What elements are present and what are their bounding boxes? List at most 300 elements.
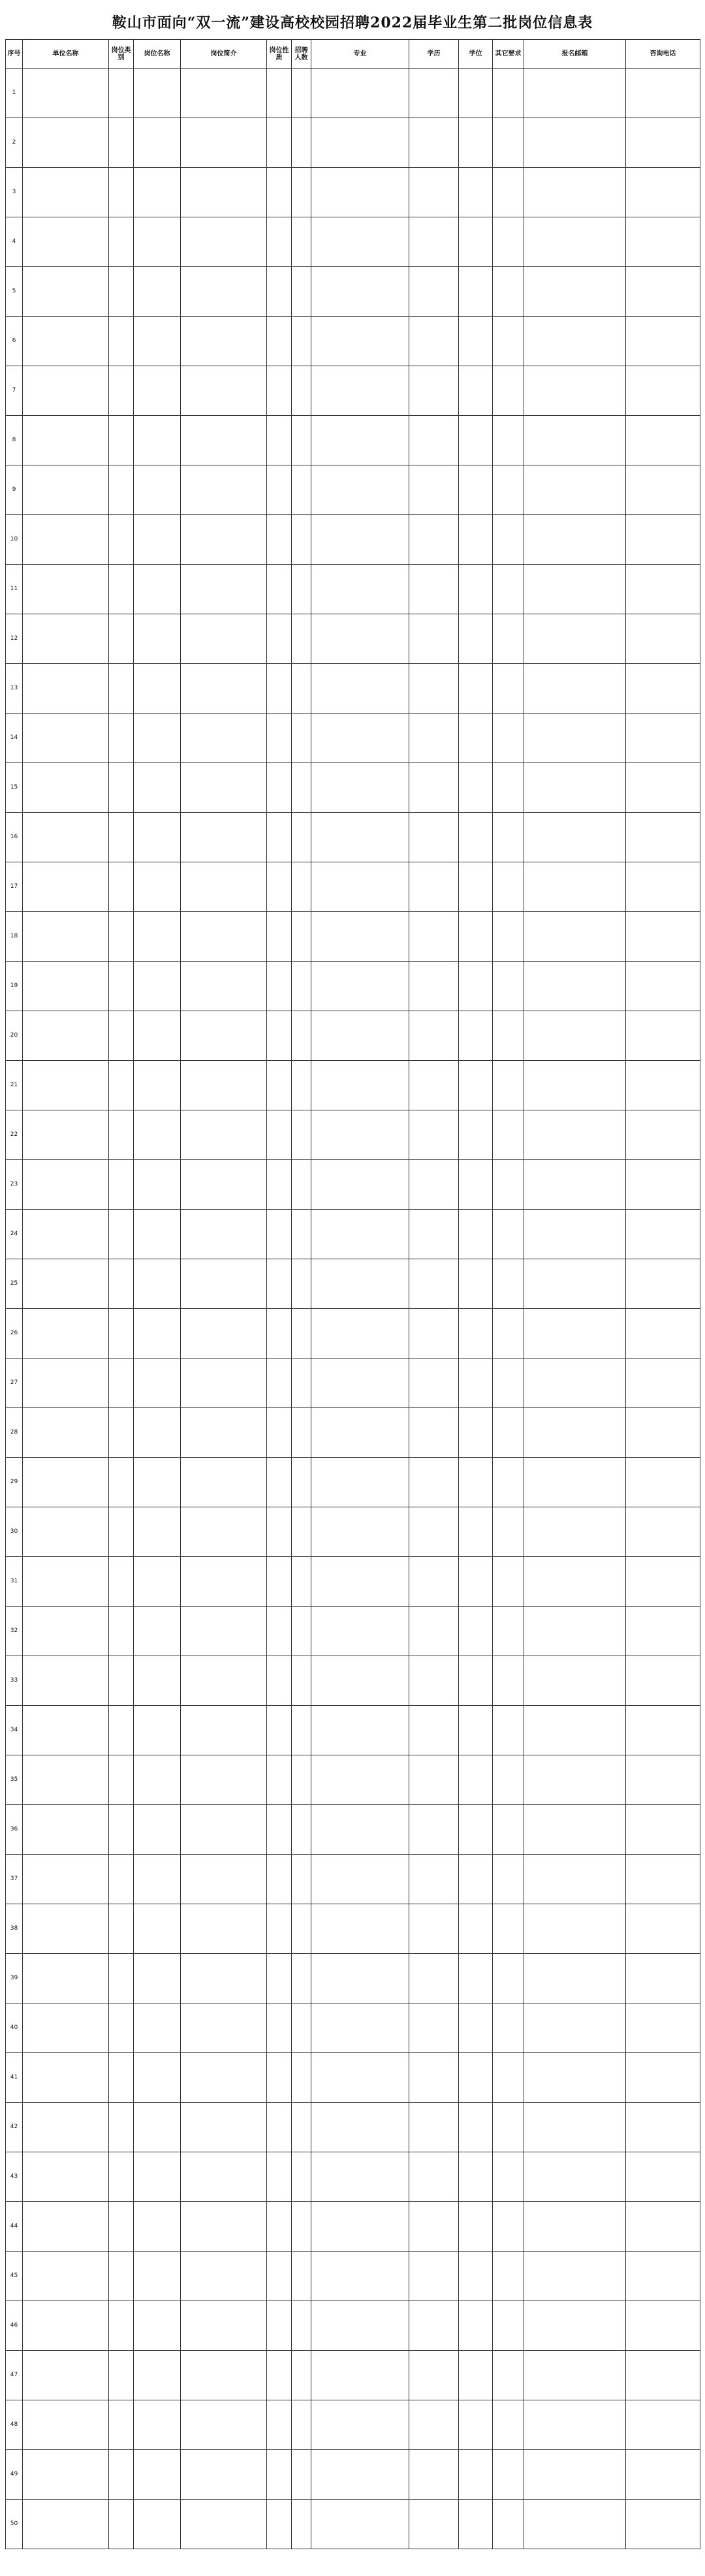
cell-email[interactable]	[524, 366, 626, 416]
cell-email[interactable]	[524, 1855, 626, 1904]
cell-position	[134, 2400, 181, 2450]
cell-email[interactable]	[524, 2053, 626, 2103]
cell-nature	[267, 2152, 292, 2202]
cell-no: 11	[6, 565, 23, 614]
cell-email[interactable]	[524, 1954, 626, 2003]
cell-education	[409, 1557, 459, 1607]
cell-position	[134, 267, 181, 317]
cell-category	[109, 1160, 134, 1210]
cell-major	[311, 862, 409, 912]
cell-education	[409, 267, 459, 317]
cell-category	[109, 1954, 134, 2003]
cell-other	[493, 1309, 524, 1359]
cell-description	[181, 1557, 267, 1607]
cell-position	[134, 1309, 181, 1359]
cell-other	[493, 2252, 524, 2301]
cell-position	[134, 2152, 181, 2202]
cell-nature	[267, 664, 292, 714]
cell-unit	[23, 217, 109, 267]
cell-no: 15	[6, 763, 23, 813]
cell-other	[493, 2103, 524, 2152]
cell-no: 48	[6, 2400, 23, 2450]
cell-category	[109, 168, 134, 217]
cell-major	[311, 1904, 409, 1954]
cell-other	[493, 1855, 524, 1904]
cell-unit	[23, 912, 109, 962]
cell-degree	[459, 912, 493, 962]
cell-nature	[267, 217, 292, 267]
cell-other	[493, 217, 524, 267]
cell-email[interactable]	[524, 1160, 626, 1210]
cell-education	[409, 962, 459, 1011]
cell-category	[109, 2400, 134, 2450]
cell-description	[181, 267, 267, 317]
cell-description	[181, 1408, 267, 1458]
table-body	[6, 69, 700, 2549]
cell-major	[311, 317, 409, 366]
cell-major	[311, 2252, 409, 2301]
cell-count	[292, 1309, 311, 1359]
cell-unit	[23, 2301, 109, 2351]
table-row	[6, 962, 700, 1011]
cell-no: 45	[6, 2252, 23, 2301]
cell-category	[109, 1408, 134, 1458]
cell-no: 36	[6, 1805, 23, 1855]
cell-no: 13	[6, 664, 23, 714]
cell-degree	[459, 1458, 493, 1507]
header-cell: 岗位简介	[181, 40, 267, 69]
cell-degree	[459, 614, 493, 664]
cell-phone	[626, 1110, 700, 1160]
cell-position	[134, 2450, 181, 2500]
cell-no: 23	[6, 1160, 23, 1210]
cell-nature	[267, 317, 292, 366]
cell-unit	[23, 1607, 109, 1656]
cell-email[interactable]	[524, 69, 626, 118]
header-cell: 咨询电话	[626, 40, 700, 69]
cell-degree	[459, 2003, 493, 2053]
cell-nature	[267, 2351, 292, 2400]
cell-major	[311, 1110, 409, 1160]
cell-education	[409, 2103, 459, 2152]
cell-description	[181, 1309, 267, 1359]
cell-category	[109, 2301, 134, 2351]
cell-category	[109, 565, 134, 614]
cell-major	[311, 2103, 409, 2152]
cell-unit	[23, 69, 109, 118]
cell-email[interactable]	[524, 1309, 626, 1359]
table-row	[6, 1755, 700, 1805]
cell-degree	[459, 1805, 493, 1855]
cell-phone	[626, 763, 700, 813]
cell-degree	[459, 2202, 493, 2252]
cell-email[interactable]	[524, 763, 626, 813]
cell-no: 10	[6, 515, 23, 565]
cell-no: 34	[6, 1706, 23, 1755]
cell-major	[311, 1557, 409, 1607]
cell-no: 47	[6, 2351, 23, 2400]
table-row	[6, 763, 700, 813]
cell-other	[493, 1557, 524, 1607]
cell-email[interactable]	[524, 1061, 626, 1110]
cell-major	[311, 664, 409, 714]
cell-education	[409, 1855, 459, 1904]
cell-unit	[23, 2500, 109, 2549]
cell-other	[493, 118, 524, 168]
cell-email[interactable]	[524, 1507, 626, 1557]
header-cell: 其它要求	[493, 40, 524, 69]
cell-phone	[626, 168, 700, 217]
table-row	[6, 366, 700, 416]
cell-email[interactable]	[524, 2450, 626, 2500]
cell-nature	[267, 1011, 292, 1061]
cell-category	[109, 1359, 134, 1408]
cell-email[interactable]	[524, 1259, 626, 1309]
cell-nature	[267, 1607, 292, 1656]
cell-no: 14	[6, 714, 23, 763]
cell-education	[409, 2301, 459, 2351]
cell-unit	[23, 2003, 109, 2053]
cell-no: 7	[6, 366, 23, 416]
cell-unit	[23, 1408, 109, 1458]
cell-email[interactable]	[524, 2103, 626, 2152]
cell-email[interactable]	[524, 217, 626, 267]
cell-email[interactable]	[524, 2003, 626, 2053]
cell-email[interactable]	[524, 416, 626, 465]
cell-email[interactable]	[524, 664, 626, 714]
cell-category	[109, 2152, 134, 2202]
cell-no: 32	[6, 1607, 23, 1656]
cell-degree	[459, 1061, 493, 1110]
cell-position	[134, 1458, 181, 1507]
cell-no: 1	[6, 69, 23, 118]
cell-description	[181, 664, 267, 714]
cell-phone	[626, 465, 700, 515]
cell-degree	[459, 1557, 493, 1607]
cell-phone	[626, 2301, 700, 2351]
cell-degree	[459, 1706, 493, 1755]
cell-email[interactable]	[524, 2301, 626, 2351]
cell-count	[292, 912, 311, 962]
cell-description	[181, 962, 267, 1011]
cell-nature	[267, 1458, 292, 1507]
cell-category	[109, 2202, 134, 2252]
cell-email[interactable]	[524, 1359, 626, 1408]
cell-phone	[626, 2252, 700, 2301]
cell-degree	[459, 862, 493, 912]
cell-email[interactable]	[524, 1656, 626, 1706]
cell-other	[493, 2003, 524, 2053]
cell-position	[134, 1706, 181, 1755]
header-cell: 岗位名称	[134, 40, 181, 69]
cell-email[interactable]	[524, 1607, 626, 1656]
cell-description	[181, 366, 267, 416]
cell-no: 29	[6, 1458, 23, 1507]
cell-email[interactable]	[524, 1458, 626, 1507]
cell-degree	[459, 416, 493, 465]
table-row	[6, 862, 700, 912]
cell-phone	[626, 69, 700, 118]
cell-email[interactable]	[524, 813, 626, 862]
cell-category	[109, 465, 134, 515]
cell-email[interactable]	[524, 714, 626, 763]
cell-email[interactable]	[524, 2202, 626, 2252]
cell-unit	[23, 862, 109, 912]
table-row	[6, 2252, 700, 2301]
cell-phone	[626, 1656, 700, 1706]
cell-nature	[267, 2003, 292, 2053]
cell-email[interactable]	[524, 2152, 626, 2202]
cell-degree	[459, 1359, 493, 1408]
cell-email[interactable]	[524, 1110, 626, 1160]
cell-email[interactable]	[524, 2400, 626, 2450]
cell-degree	[459, 962, 493, 1011]
cell-count	[292, 1656, 311, 1706]
cell-education	[409, 862, 459, 912]
cell-email[interactable]	[524, 267, 626, 317]
cell-description	[181, 912, 267, 962]
cell-position	[134, 2252, 181, 2301]
cell-major	[311, 2450, 409, 2500]
cell-phone	[626, 1259, 700, 1309]
cell-other	[493, 2400, 524, 2450]
cell-email[interactable]	[524, 1706, 626, 1755]
cell-no: 38	[6, 1904, 23, 1954]
cell-no: 37	[6, 1855, 23, 1904]
cell-email[interactable]	[524, 515, 626, 565]
cell-nature	[267, 614, 292, 664]
cell-degree	[459, 2400, 493, 2450]
cell-unit	[23, 1755, 109, 1805]
cell-other	[493, 2450, 524, 2500]
cell-email[interactable]	[524, 1755, 626, 1805]
cell-email[interactable]	[524, 2252, 626, 2301]
cell-nature	[267, 2400, 292, 2450]
cell-phone	[626, 267, 700, 317]
cell-email[interactable]	[524, 1904, 626, 1954]
cell-no: 6	[6, 317, 23, 366]
cell-email[interactable]	[524, 465, 626, 515]
cell-phone	[626, 2450, 700, 2500]
cell-description	[181, 168, 267, 217]
cell-major	[311, 1954, 409, 2003]
cell-position	[134, 69, 181, 118]
cell-description	[181, 217, 267, 267]
cell-no: 24	[6, 1210, 23, 1259]
cell-degree	[459, 1607, 493, 1656]
table-row	[6, 2500, 700, 2549]
cell-unit	[23, 1110, 109, 1160]
cell-no: 35	[6, 1755, 23, 1805]
cell-other	[493, 366, 524, 416]
cell-other	[493, 1607, 524, 1656]
cell-category	[109, 1805, 134, 1855]
cell-description	[181, 1706, 267, 1755]
cell-position	[134, 1607, 181, 1656]
cell-phone	[626, 2400, 700, 2450]
cell-category	[109, 912, 134, 962]
cell-description	[181, 515, 267, 565]
header-cell: 单位名称	[23, 40, 109, 69]
cell-major	[311, 962, 409, 1011]
cell-description	[181, 2152, 267, 2202]
cell-category	[109, 416, 134, 465]
cell-other	[493, 2053, 524, 2103]
cell-education	[409, 69, 459, 118]
cell-education	[409, 813, 459, 862]
cell-no: 42	[6, 2103, 23, 2152]
table-row	[6, 168, 700, 217]
cell-position	[134, 515, 181, 565]
cell-nature	[267, 2103, 292, 2152]
cell-degree	[459, 1160, 493, 1210]
cell-count	[292, 515, 311, 565]
cell-position	[134, 1011, 181, 1061]
cell-email[interactable]	[524, 1011, 626, 1061]
cell-unit	[23, 366, 109, 416]
cell-email[interactable]	[524, 862, 626, 912]
cell-other	[493, 1160, 524, 1210]
cell-education	[409, 565, 459, 614]
cell-email[interactable]	[524, 317, 626, 366]
cell-description	[181, 2003, 267, 2053]
cell-phone	[626, 2351, 700, 2400]
cell-position	[134, 2202, 181, 2252]
cell-email[interactable]	[524, 168, 626, 217]
cell-major	[311, 118, 409, 168]
cell-email[interactable]	[524, 1557, 626, 1607]
table-row	[6, 1160, 700, 1210]
cell-education	[409, 1507, 459, 1557]
cell-unit	[23, 2202, 109, 2252]
cell-category	[109, 714, 134, 763]
cell-nature	[267, 2500, 292, 2549]
cell-count	[292, 2301, 311, 2351]
cell-nature	[267, 2252, 292, 2301]
cell-major	[311, 565, 409, 614]
cell-category	[109, 118, 134, 168]
table-row	[6, 2152, 700, 2202]
cell-degree	[459, 813, 493, 862]
cell-email[interactable]	[524, 2351, 626, 2400]
cell-description	[181, 1755, 267, 1805]
cell-email[interactable]	[524, 1805, 626, 1855]
cell-category	[109, 366, 134, 416]
cell-count	[292, 2053, 311, 2103]
cell-email[interactable]	[524, 962, 626, 1011]
cell-category	[109, 2103, 134, 2152]
cell-description	[181, 1656, 267, 1706]
cell-category	[109, 515, 134, 565]
cell-no: 19	[6, 962, 23, 1011]
cell-education	[409, 2351, 459, 2400]
cell-major	[311, 2003, 409, 2053]
cell-count	[292, 217, 311, 267]
cell-description	[181, 2103, 267, 2152]
cell-degree	[459, 714, 493, 763]
cell-phone	[626, 1011, 700, 1061]
cell-category	[109, 1259, 134, 1309]
cell-email[interactable]	[524, 912, 626, 962]
cell-unit	[23, 515, 109, 565]
cell-email[interactable]	[524, 614, 626, 664]
cell-degree	[459, 1011, 493, 1061]
cell-other	[493, 515, 524, 565]
cell-phone	[626, 2202, 700, 2252]
cell-email[interactable]	[524, 118, 626, 168]
cell-degree	[459, 2450, 493, 2500]
cell-category	[109, 614, 134, 664]
cell-unit	[23, 2400, 109, 2450]
cell-other	[493, 1110, 524, 1160]
cell-nature	[267, 1507, 292, 1557]
cell-other	[493, 664, 524, 714]
cell-unit	[23, 267, 109, 317]
cell-email[interactable]	[524, 565, 626, 614]
cell-email[interactable]	[524, 2500, 626, 2549]
cell-education	[409, 1607, 459, 1656]
cell-phone	[626, 1954, 700, 2003]
cell-count	[292, 69, 311, 118]
table-row	[6, 2202, 700, 2252]
cell-no: 22	[6, 1110, 23, 1160]
cell-description	[181, 465, 267, 515]
cell-position	[134, 813, 181, 862]
cell-position	[134, 416, 181, 465]
cell-major	[311, 1607, 409, 1656]
table-row	[6, 2301, 700, 2351]
table-row	[6, 416, 700, 465]
cell-category	[109, 1855, 134, 1904]
cell-count	[292, 2003, 311, 2053]
table-row	[6, 317, 700, 366]
cell-nature	[267, 912, 292, 962]
page-title: 鞍山市面向“双一流”建设高校校园招聘2022届毕业生第二批岗位信息表	[112, 14, 593, 31]
cell-other	[493, 2351, 524, 2400]
cell-count	[292, 962, 311, 1011]
cell-unit	[23, 714, 109, 763]
cell-description	[181, 118, 267, 168]
cell-phone	[626, 565, 700, 614]
table-row	[6, 1110, 700, 1160]
cell-phone	[626, 1408, 700, 1458]
cell-email[interactable]	[524, 1210, 626, 1259]
cell-count	[292, 1507, 311, 1557]
cell-degree	[459, 1110, 493, 1160]
header-cell: 专业	[311, 40, 409, 69]
cell-phone	[626, 217, 700, 267]
cell-description	[181, 1210, 267, 1259]
cell-email[interactable]	[524, 1408, 626, 1458]
cell-major	[311, 217, 409, 267]
cell-position	[134, 1954, 181, 2003]
cell-degree	[459, 763, 493, 813]
cell-nature	[267, 1210, 292, 1259]
table-row	[6, 2003, 700, 2053]
cell-description	[181, 2252, 267, 2301]
cell-count	[292, 1408, 311, 1458]
cell-category	[109, 1706, 134, 1755]
cell-category	[109, 2003, 134, 2053]
cell-count	[292, 118, 311, 168]
cell-description	[181, 2400, 267, 2450]
cell-unit	[23, 614, 109, 664]
cell-degree	[459, 1259, 493, 1309]
cell-education	[409, 2450, 459, 2500]
cell-count	[292, 813, 311, 862]
cell-degree	[459, 515, 493, 565]
cell-education	[409, 168, 459, 217]
